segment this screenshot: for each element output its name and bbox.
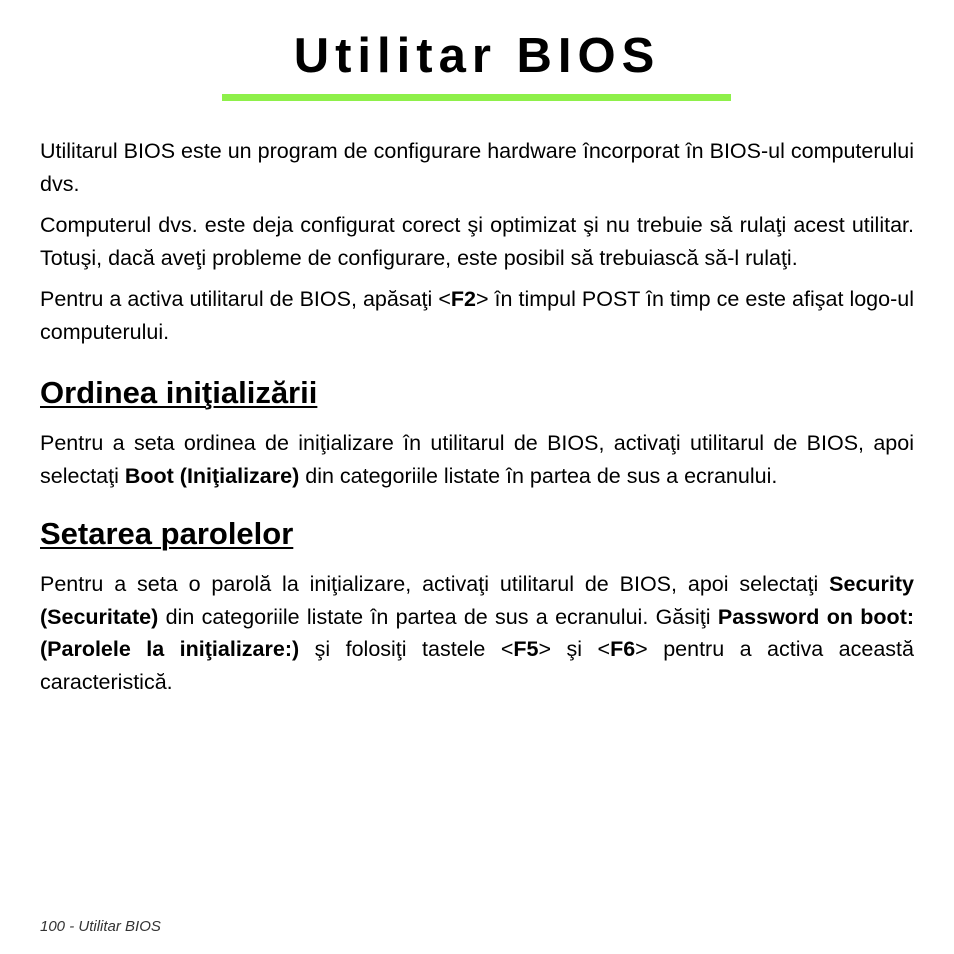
intro-text-2: Computerul dvs. este deja configurat corect şi optimizat şi nu trebuie să rulaţi acest utilitar. Totuşi, dacă aveţi probleme de configurare, este posibil să trebuiască să-l rulaţi. bbox=[40, 213, 914, 270]
intro-text-3b: > în timpul POST în timp ce este afişat logo-ul computerului. bbox=[40, 287, 914, 344]
boot-order-paragraph bbox=[40, 427, 914, 492]
security-menu-label: Security (Securitate) bbox=[40, 572, 914, 629]
boot-text-b: din categoriile listate în partea de sus a ecranului. bbox=[299, 463, 778, 488]
password-text-b: din categoriile listate în partea de sus a ecranului. Găsiţi bbox=[158, 604, 718, 629]
page-title: Utilitar BIOS bbox=[293, 29, 661, 83]
key-f5: F5 bbox=[513, 637, 539, 661]
intro-paragraph-2 bbox=[40, 209, 914, 274]
password-text-e: > pentru a activa această caracteristică. bbox=[40, 637, 914, 694]
key-f2: F2 bbox=[450, 287, 476, 311]
password-text-a: Pentru a seta o parolă la iniţializare, activaţi utilitarul de BIOS, apoi selectaţi bbox=[40, 572, 830, 596]
page-content bbox=[40, 135, 914, 707]
boot-menu-label: Boot (Iniţializare) bbox=[124, 463, 300, 488]
password-paragraph bbox=[40, 568, 914, 698]
password-heading: Setarea parolelor bbox=[40, 516, 294, 551]
page-footer: 100 - Utilitar BIOS bbox=[40, 918, 161, 935]
boot-order-heading: Ordinea iniţializării bbox=[40, 375, 318, 410]
boot-text-a: Pentru a seta ordinea de iniţializare în utilitarul de BIOS, activaţi utilitarul de BIOS, apoi selectaţi bbox=[40, 431, 914, 488]
password-text-c: şi folosiţi tastele < bbox=[299, 637, 514, 661]
intro-paragraph-1 bbox=[40, 135, 914, 200]
password-text-d: > şi < bbox=[538, 637, 611, 661]
key-f6: F6 bbox=[610, 637, 636, 661]
title-underline-bar bbox=[222, 94, 731, 101]
intro-text-1: Utilitarul BIOS este un program de configurare hardware încorporat în BIOS-ul computerului dvs. bbox=[40, 139, 914, 196]
password-on-boot-label: Password on boot: (Parolele la iniţializare:) bbox=[40, 604, 915, 661]
intro-text-3a: Pentru a activa utilitarul de BIOS, apăsaţi < bbox=[40, 287, 451, 311]
intro-paragraph-3 bbox=[40, 283, 914, 348]
